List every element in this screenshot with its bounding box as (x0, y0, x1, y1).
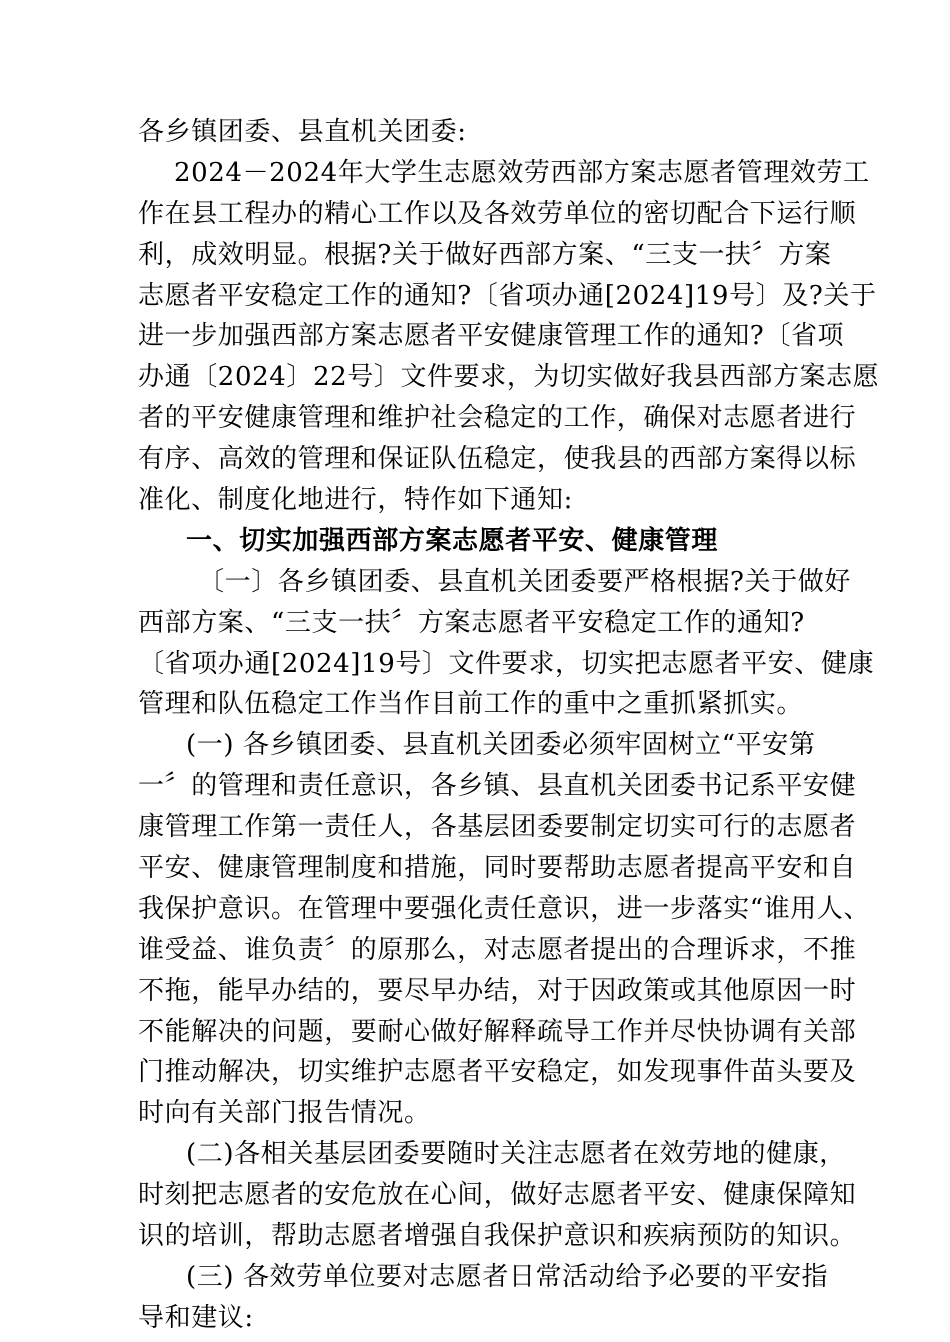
paragraph-line: 谁受益、谁负责〞的原那么，对志愿者提出的合理诉求，不推 (138, 934, 857, 965)
paragraph-line: 有序、高效的管理和保证队伍稳定，使我县的西部方案得以标 (138, 444, 857, 475)
paragraph-line: (一) 各乡镇团委、县直机关团委必须牢固树立“平安第 (186, 730, 816, 761)
paragraph-line: 不拖，能早办结的，要尽早办结，对于因政策或其他原因一时 (138, 975, 857, 1006)
paragraph-line: 〔一〕各乡镇团委、县直机关团委要严格根据?关于做好 (198, 566, 851, 597)
salutation: 各乡镇团委、县直机关团委: (138, 117, 467, 147)
paragraph-line: 作在县工程办的精心工作以及各效劳单位的密切配合下运行顺 (138, 198, 857, 229)
paragraph-line: (三) 各效劳单位要对志愿者日常活动给予必要的平安指 (186, 1261, 829, 1292)
paragraph-line: 2024－2024年大学生志愿效劳西部方案志愿者管理效劳工 (174, 157, 870, 188)
paragraph-line: 导和建议: (138, 1302, 254, 1333)
document-body (138, 112, 888, 1339)
paragraph-line: 西部方案、“三支一扶〞方案志愿者平安稳定工作的通知? (138, 607, 805, 638)
paragraph-line: 时向有关部门报告情况。 (138, 1098, 431, 1129)
paragraph-line: 康管理工作第一责任人，各基层团委要制定切实可行的志愿者 (138, 812, 857, 843)
paragraph-line: 利，成效明显。根据?关于做好西部方案、“三支一扶〞方案 (138, 239, 832, 270)
paragraph-line: 准化、制度化地进行，特作如下通知: (138, 485, 573, 516)
section-heading: 一、切实加强西部方案志愿者平安、健康管理 (186, 525, 719, 556)
paragraph-line: 平安、健康管理制度和措施，同时要帮助志愿者提高平安和自 (138, 853, 857, 884)
paragraph-line: 办通〔2024〕22号〕文件要求，为切实做好我县西部方案志愿 (138, 362, 880, 393)
paragraph-line: 志愿者平安稳定工作的通知?〔省项办通[2024]19号〕及?关于 (138, 280, 877, 311)
paragraph-line: 管理和队伍稳定工作当作目前工作的重中之重抓紧抓实。 (138, 689, 804, 720)
paragraph-line: 者的平安健康管理和维护社会稳定的工作，确保对志愿者进行 (138, 403, 857, 434)
paragraph-line: 门推动解决，切实维护志愿者平安稳定，如发现事件苗头要及 (138, 1057, 857, 1088)
paragraph-line: 识的培训，帮助志愿者增强自我保护意识和疾病预防的知识。 (138, 1221, 857, 1252)
paragraph-line: (二)各相关基层团委要随时关注志愿者在效劳地的健康， (186, 1139, 846, 1170)
paragraph-line: 不能解决的问题，要耐心做好解释疏导工作并尽快协调有关部 (138, 1016, 857, 1047)
paragraph-line: 时刻把志愿者的安危放在心间，做好志愿者平安、健康保障知 (138, 1180, 857, 1211)
paragraph-line: 进一步加强西部方案志愿者平安健康管理工作的通知?〔省项 (138, 321, 845, 352)
paragraph-line: 我保护意识。在管理中要强化责任意识，进一步落实“谁用人、 (138, 893, 871, 924)
paragraph-line: 〔省项办通[2024]19号〕文件要求，切实把志愿者平安、健康 (138, 648, 875, 679)
paragraph-line: 一〞的管理和责任意识，各乡镇、县直机关团委书记系平安健 (138, 771, 857, 802)
